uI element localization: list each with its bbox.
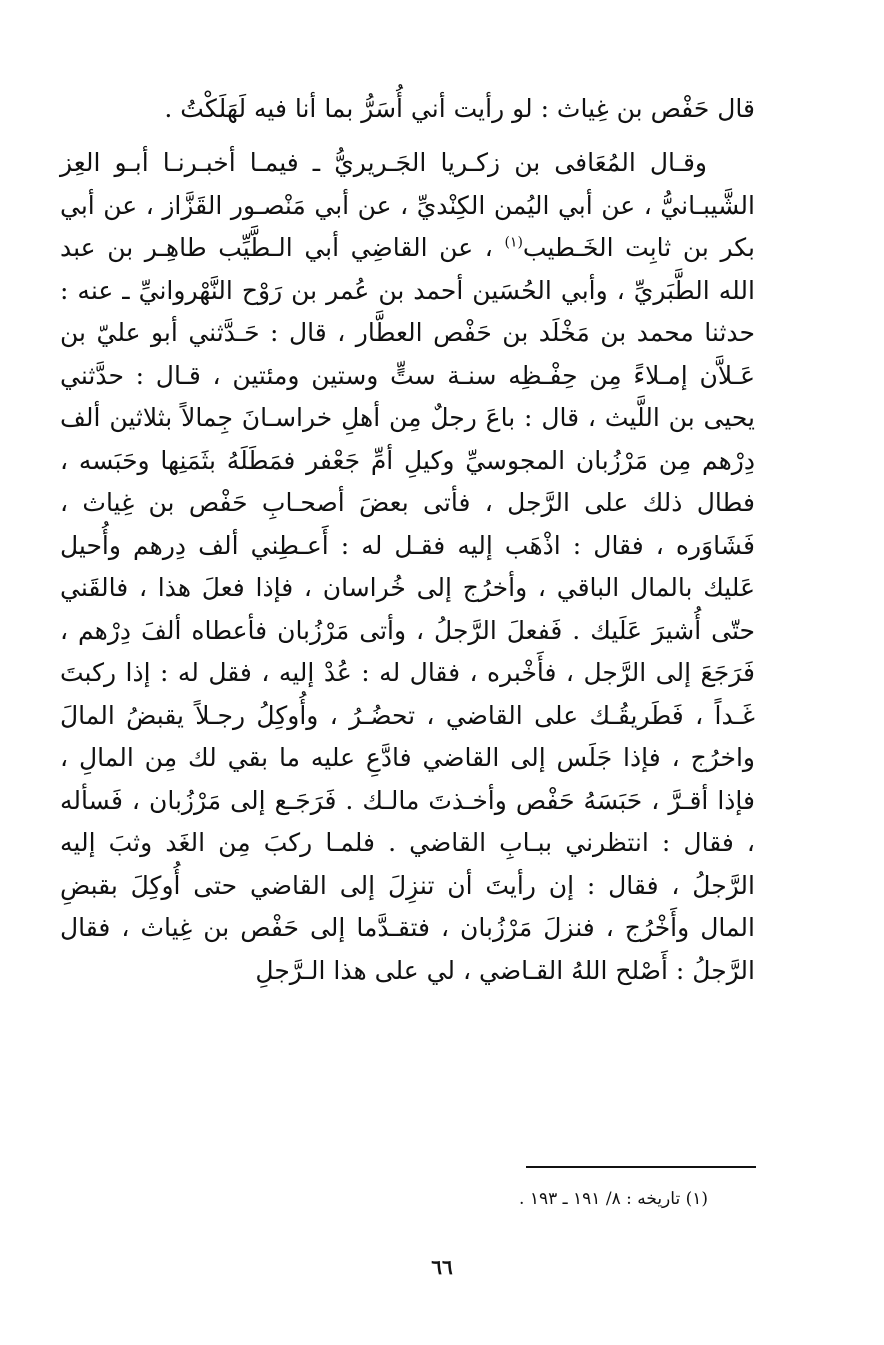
footnote-separator	[526, 1166, 756, 1168]
page-number: ٦٦	[431, 1255, 453, 1279]
paragraph-part-1: وقـال المُعَافى بن زكـريا الجَـريريُّ ـ فيمـا أخبـرنـا أبـو العِز الشَّيبـانيُّ ، عن أبي اليُمن الكِنْديِّ ، عن أبي مَنْصـور القَزَّاز ، عن أبي بكر بن ثابِت الخَـطيب	[60, 148, 755, 262]
opening-line: قال حَفْص بن غِياث : لو رأيت أني أُسَرُّ بما أنا فيه لَهَلَكْتُ .	[164, 94, 755, 123]
footnote-marker: (١)	[504, 234, 523, 251]
page-text-block	[60, 88, 755, 992]
main-paragraph	[60, 142, 755, 992]
paragraph-part-2: ، عن القاضِي أبي الـطَّيِّب طاهِـر بن عبد الله الطَّبَريِّ ، وأبي الحُسَين أحمد بن عُمر بن رَوْح النَّهْروانيِّ ـ عنه : حدثنا محمد بن مَخْلَد بن حَفْص العطَّار ، قال : حَـدَّثني أبو عليّ بن عَـلاَّن إمـلاءً مِن حِفْـظِه سنـة ستٍّ وستين ومئتين ، قـال : حدَّثني يحيى بن اللَّيث ، قال : باعَ رجلٌ مِن أهلِ خراسـانَ جِمالاً بثلاثين ألف دِرْهم مِن مَرْزُبان المجوسيِّ وكيلِ أمِّ جَعْفر فمَطَلَهُ بثَمَنِها وحَبَسه ، فطال ذلك على الرَّجل ، فأتى بعضَ أصحـابِ حَفْص بن غِياث ، فَشَاوَره ، فقال : اذْهَب إليه فقـل له : أَعـطِني ألف دِرهم وأُحيل عَليك بالمال الباقي ، وأخرُج إلى خُراسان ، فإذا فعلَ هذا ، فالقَني حتّى أُشيرَ عَلَيك . فَفعلَ الرَّجلُ ، وأتى مَرْزُبان فأعطاه ألفَ دِرْهم ، فَرَجَعَ إلى الرَّجل ، فأَخْبره ، فقال له : عُدْ إليه ، فقل له : إذا ركبتَ غَـداً ، فَطَريقُـك على القاضي ، تحضُـرُ ، وأُوكِلُ رجـلاً يقبضُ المالَ واخرُج ، فإذا جَلَس إلى القاضي فادَّعِ عليه ما بقي لك مِن المالِ ، فإذا أقـرَّ ، حَبَسَهُ حَفْص وأخـذتَ مالـك . فَرَجَـع إلى مَرْزُبان ، فَسأله ، فقال : انتظرني ببـابِ القاضي . فلمـا ركبَ مِن الغَد وثبَ إليه الرَّجلُ ، فقال : إن رأيتَ أن تنزِلَ إلى القاضي حتى أُوكِلَ بقبضِ المال وأَخْرُج ، فنزلَ مَرْزُبان ، فتقـدَّما إلى حَفْص بن غِياث ، فقال الرَّجلُ : أَصْلح اللهُ القـاضي ، لي على هذا الـرَّجلِ	[60, 233, 756, 985]
footnote: (١) تاريخه : ٨/ ١٩١ ـ ١٩٣ .	[519, 1189, 708, 1209]
